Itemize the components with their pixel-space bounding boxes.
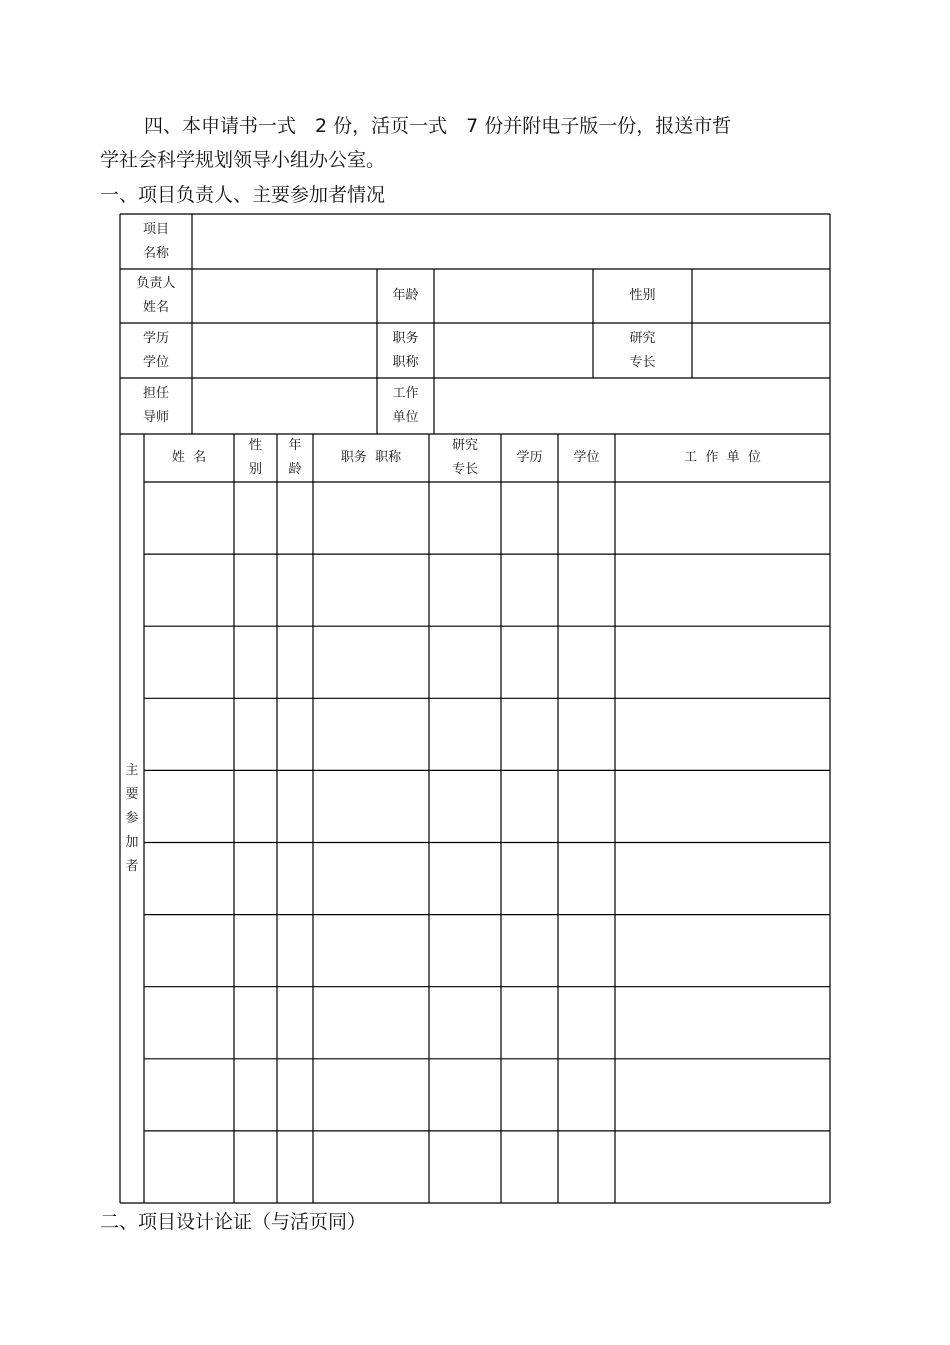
mentor-field[interactable] bbox=[192, 378, 377, 434]
participant-education-cell[interactable] bbox=[501, 987, 558, 1059]
age-label: 年龄 bbox=[392, 288, 419, 303]
project-name-label: 项目 名称 bbox=[142, 221, 169, 261]
participant-education-cell[interactable] bbox=[501, 554, 558, 626]
participant-research-cell[interactable] bbox=[429, 1059, 501, 1131]
participant-workunit-cell[interactable] bbox=[615, 770, 830, 842]
leader-name-field[interactable] bbox=[192, 269, 377, 323]
participant-gender-cell[interactable] bbox=[234, 626, 277, 698]
participant-education-cell[interactable] bbox=[501, 698, 558, 770]
participant-workunit-cell[interactable] bbox=[615, 1131, 830, 1203]
participant-gender-cell[interactable] bbox=[234, 987, 277, 1059]
participant-position-cell[interactable] bbox=[313, 482, 429, 554]
participant-age-cell[interactable] bbox=[277, 915, 313, 987]
participant-degree-cell[interactable] bbox=[558, 626, 615, 698]
participants-side-label: 主 要 参 加 者 bbox=[125, 762, 139, 874]
participant-position-cell[interactable] bbox=[313, 1131, 429, 1203]
section-1-heading: 一、项目负责人、主要参加者情况 bbox=[100, 184, 386, 206]
participant-gender-cell[interactable] bbox=[234, 770, 277, 842]
participant-gender-cell[interactable] bbox=[234, 554, 277, 626]
gender-field[interactable] bbox=[692, 269, 830, 323]
header-workunit: 工 作 单 位 bbox=[684, 450, 761, 465]
participant-research-cell[interactable] bbox=[429, 626, 501, 698]
workunit-label: 工作 单位 bbox=[392, 386, 419, 425]
participant-position-cell[interactable] bbox=[313, 1059, 429, 1131]
participant-workunit-cell[interactable] bbox=[615, 554, 830, 626]
participant-name-cell[interactable] bbox=[144, 1131, 234, 1203]
participant-age-cell[interactable] bbox=[277, 554, 313, 626]
participant-research-cell[interactable] bbox=[429, 482, 501, 554]
participant-position-cell[interactable] bbox=[313, 843, 429, 915]
participant-education-cell[interactable] bbox=[501, 843, 558, 915]
participant-workunit-cell[interactable] bbox=[615, 843, 830, 915]
age-field[interactable] bbox=[434, 269, 593, 323]
participant-position-cell[interactable] bbox=[313, 987, 429, 1059]
participant-degree-cell[interactable] bbox=[558, 987, 615, 1059]
header-research: 研究 专长 bbox=[451, 438, 478, 477]
participant-degree-cell[interactable] bbox=[558, 843, 615, 915]
participant-workunit-cell[interactable] bbox=[615, 698, 830, 770]
participant-workunit-cell[interactable] bbox=[615, 915, 830, 987]
mentor-label: 担任 导师 bbox=[142, 386, 169, 425]
participant-name-cell[interactable] bbox=[144, 915, 234, 987]
header-position: 职务 职称 bbox=[340, 450, 402, 465]
education-field[interactable] bbox=[192, 323, 377, 378]
participant-education-cell[interactable] bbox=[501, 626, 558, 698]
participant-name-cell[interactable] bbox=[144, 482, 234, 554]
participant-research-cell[interactable] bbox=[429, 554, 501, 626]
participant-position-cell[interactable] bbox=[313, 698, 429, 770]
participant-name-cell[interactable] bbox=[144, 554, 234, 626]
participant-age-cell[interactable] bbox=[277, 626, 313, 698]
participant-degree-cell[interactable] bbox=[558, 1059, 615, 1131]
research-field[interactable] bbox=[692, 323, 830, 378]
participant-research-cell[interactable] bbox=[429, 698, 501, 770]
participant-name-cell[interactable] bbox=[144, 770, 234, 842]
participant-degree-cell[interactable] bbox=[558, 554, 615, 626]
gender-label: 性别 bbox=[629, 288, 656, 303]
participant-name-cell[interactable] bbox=[144, 843, 234, 915]
participant-education-cell[interactable] bbox=[501, 915, 558, 987]
participant-age-cell[interactable] bbox=[277, 1131, 313, 1203]
participant-gender-cell[interactable] bbox=[234, 698, 277, 770]
participant-degree-cell[interactable] bbox=[558, 482, 615, 554]
participant-workunit-cell[interactable] bbox=[615, 482, 830, 554]
participant-name-cell[interactable] bbox=[144, 626, 234, 698]
participant-gender-cell[interactable] bbox=[234, 843, 277, 915]
participant-gender-cell[interactable] bbox=[234, 482, 277, 554]
participant-position-cell[interactable] bbox=[313, 770, 429, 842]
participant-position-cell[interactable] bbox=[313, 554, 429, 626]
participant-research-cell[interactable] bbox=[429, 843, 501, 915]
participant-research-cell[interactable] bbox=[429, 770, 501, 842]
education-label: 学历 学位 bbox=[142, 330, 169, 370]
header-age: 年 龄 bbox=[288, 438, 302, 477]
participant-age-cell[interactable] bbox=[277, 1059, 313, 1131]
participant-workunit-cell[interactable] bbox=[615, 626, 830, 698]
section-2-heading: 二、项目设计论证（与活页同） bbox=[100, 1211, 367, 1233]
participant-name-cell[interactable] bbox=[144, 987, 234, 1059]
participant-name-cell[interactable] bbox=[144, 698, 234, 770]
participant-degree-cell[interactable] bbox=[558, 770, 615, 842]
participant-position-cell[interactable] bbox=[313, 626, 429, 698]
position-label: 职务 职称 bbox=[392, 330, 419, 370]
intro-line-1-text: 四、本申请书一式 2 份，活页一式 7 份并附电子版一份，报送市哲 bbox=[144, 115, 732, 137]
participant-degree-cell[interactable] bbox=[558, 915, 615, 987]
participant-age-cell[interactable] bbox=[277, 843, 313, 915]
participant-name-cell[interactable] bbox=[144, 1059, 234, 1131]
participant-age-cell[interactable] bbox=[277, 770, 313, 842]
header-education: 学历 bbox=[516, 450, 543, 465]
intro-line-2: 学社会科学规划领导小组办公室。 bbox=[100, 149, 386, 171]
participant-education-cell[interactable] bbox=[501, 1059, 558, 1131]
workunit-field[interactable] bbox=[434, 378, 830, 434]
participant-gender-cell[interactable] bbox=[234, 915, 277, 987]
project-name-field[interactable] bbox=[192, 214, 830, 269]
participant-research-cell[interactable] bbox=[429, 1131, 501, 1203]
participant-research-cell[interactable] bbox=[429, 987, 501, 1059]
header-degree: 学位 bbox=[573, 450, 600, 465]
participant-education-cell[interactable] bbox=[501, 1131, 558, 1203]
participant-gender-cell[interactable] bbox=[234, 1131, 277, 1203]
participant-age-cell[interactable] bbox=[277, 698, 313, 770]
participant-position-cell[interactable] bbox=[313, 915, 429, 987]
participant-gender-cell[interactable] bbox=[234, 1059, 277, 1131]
participant-age-cell[interactable] bbox=[277, 482, 313, 554]
participant-workunit-cell[interactable] bbox=[615, 987, 830, 1059]
position-field[interactable] bbox=[434, 323, 593, 378]
participant-workunit-cell[interactable] bbox=[615, 1059, 830, 1131]
leader-name-label: 负责人 姓名 bbox=[136, 276, 176, 315]
header-name: 姓 名 bbox=[171, 450, 207, 465]
participant-degree-cell[interactable] bbox=[558, 1131, 615, 1203]
participant-education-cell[interactable] bbox=[501, 482, 558, 554]
participant-education-cell[interactable] bbox=[501, 770, 558, 842]
participant-research-cell[interactable] bbox=[429, 915, 501, 987]
participant-degree-cell[interactable] bbox=[558, 698, 615, 770]
participant-age-cell[interactable] bbox=[277, 987, 313, 1059]
header-gender: 性 别 bbox=[248, 438, 262, 477]
research-label: 研究 专长 bbox=[629, 330, 656, 370]
